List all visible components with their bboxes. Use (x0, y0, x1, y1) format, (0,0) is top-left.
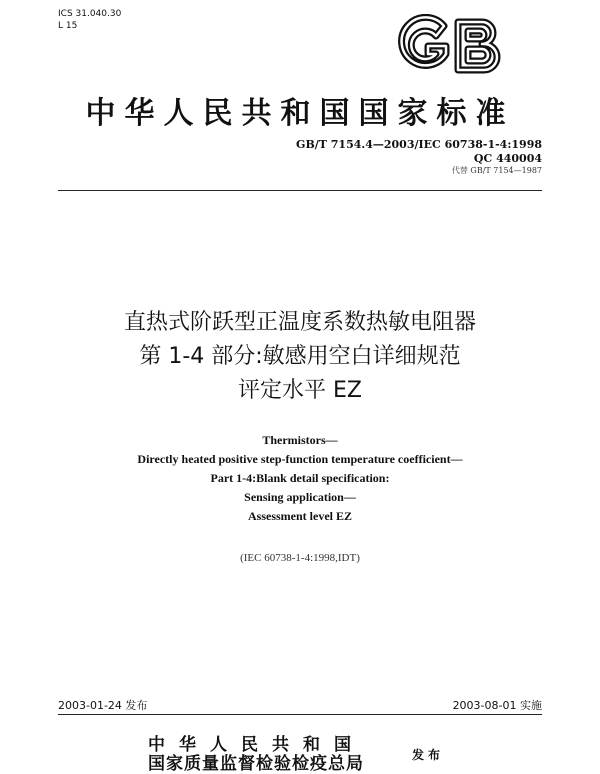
top-divider (58, 190, 542, 191)
bottom-divider (58, 714, 542, 715)
ics-code: ICS 31.040.30 (58, 9, 122, 19)
english-title-line: Sensing application— (244, 490, 356, 504)
national-standard-title: 中华人民共和国国家标准 (85, 96, 515, 131)
english-title-line: Part 1-4:Blank detail specification: (210, 471, 390, 485)
replaces-standard: 代替 GB/T 7154—1987 (451, 166, 542, 175)
class-code: L 15 (58, 21, 78, 31)
issuing-authority (148, 736, 365, 774)
english-title-line: Assessment level EZ (248, 509, 352, 523)
issue-date: 2003-01-24 发布 (58, 699, 148, 712)
effective-date: 2003-08-01 实施 (452, 699, 542, 712)
english-title (0, 431, 600, 526)
chinese-title-line: 评定水平 EZ (238, 378, 362, 403)
issuer-line: 中华人民共和国 (148, 735, 365, 755)
gb-logo-icon (394, 14, 506, 78)
standard-codes (296, 138, 542, 176)
qc-number: QC 440004 (473, 152, 542, 165)
chinese-title (0, 306, 600, 408)
chinese-title-line: 直热式阶跃型正温度系数热敏电阻器 (123, 310, 476, 335)
english-title-line: Thermistors— (262, 433, 338, 447)
issuer-line: 国家质量监督检验检疫总局 (148, 754, 364, 774)
english-title-line: Directly heated positive step-function temperature coefficient— (137, 452, 463, 466)
chinese-title-line: 第 1-4 部分:敏感用空白详细规范 (139, 344, 461, 369)
ics-classification (58, 8, 121, 32)
equivalence-note: (IEC 60738-1-4:1998,IDT) (240, 552, 360, 564)
publish-label: 发布 (412, 748, 445, 762)
standard-number: GB/T 7154.4—2003/IEC 60738-1-4:1998 (296, 138, 542, 151)
